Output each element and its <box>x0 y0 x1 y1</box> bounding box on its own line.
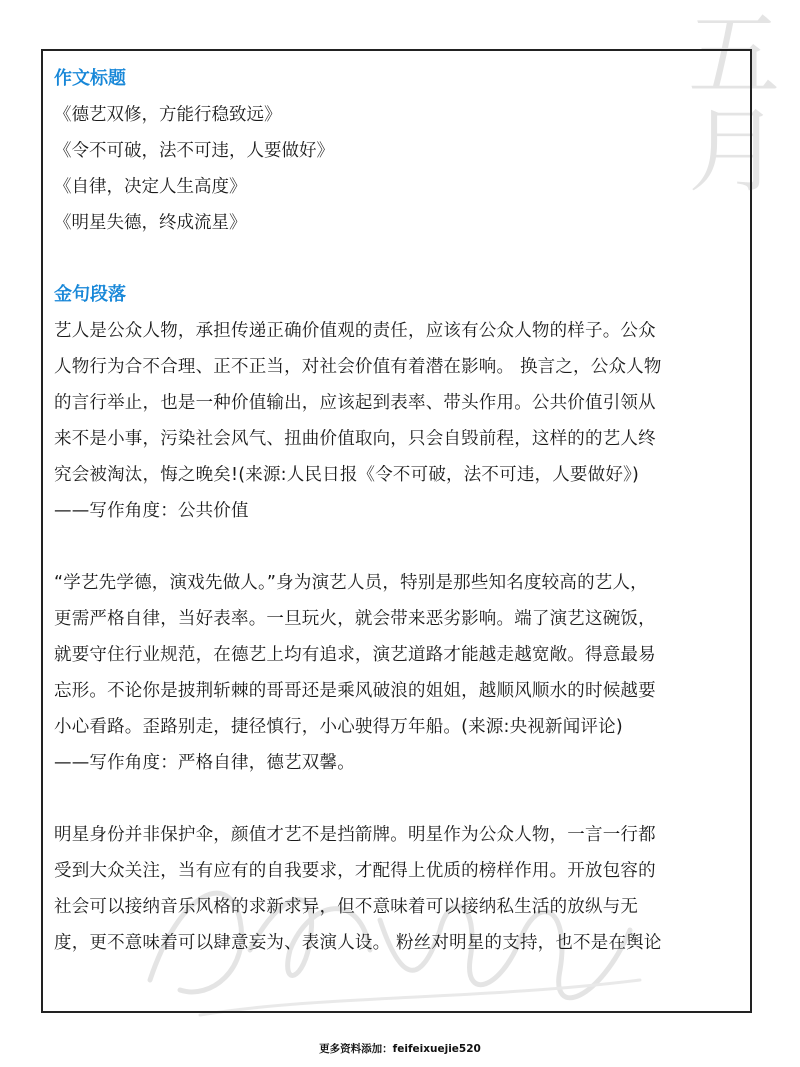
paragraph-line: 度，更不意味着可以肆意妄为、表演人设。 粉丝对明星的支持，也不是在舆论 <box>54 933 662 953</box>
writing-angle: ——写作角度：公共价值 <box>54 501 249 521</box>
writing-angle: ——写作角度：严格自律，德艺双馨。 <box>54 753 355 773</box>
article-frame <box>41 49 752 1013</box>
month-watermark: 五月 <box>688 2 781 205</box>
essay-title-2: 《令不可破，法不可违，人要做好》 <box>54 141 334 161</box>
paragraph-line: “学艺先学德，演戏先做人。”身为演艺人员，特别是那些知名度较高的艺人， <box>54 573 648 593</box>
quote-paragraph-2 <box>54 565 744 781</box>
paragraph-line: 艺人是公众人物，承担传递正确价值观的责任，应该有公众人物的样子。公众 <box>54 321 656 341</box>
paragraph-line: 小心看路。歪路别走，捷径慎行，小心驶得万年船。(来源:央视新闻评论) <box>54 717 623 737</box>
paragraph-line: 社会可以接纳音乐风格的求新求异，但不意味着可以接纳私生活的放纵与无 <box>54 897 639 917</box>
paragraph-line: 忘形。不论你是披荆斩棘的哥哥还是乘风破浪的姐姐，越顺风顺水的时候越要 <box>54 681 656 701</box>
paragraph-line: 人物行为合不合理、正不正当，对社会价值有着潜在影响。 换言之，公众人物 <box>54 357 662 377</box>
paragraph-line: 受到大众关注，当有应有的自我要求，才配得上优质的榜样作用。开放包容的 <box>54 861 656 881</box>
section-heading-quotes: 金句段落 <box>54 284 126 305</box>
section-heading-titles: 作文标题 <box>54 68 126 89</box>
paragraph-line: 究会被淘汰，悔之晚矣!(来源:人民日报《令不可破，法不可违，人要做好》) <box>54 465 640 485</box>
quote-paragraph-3 <box>54 817 744 961</box>
paragraph-line: 更需严格自律，当好表率。一旦玩火，就会带来恶劣影响。端了演艺这碗饭， <box>54 609 656 629</box>
paragraph-line: 就要守住行业规范，在德艺上均有追求，演艺道路才能越走越宽敞。得意最易 <box>54 645 656 665</box>
paragraph-line: 的言行举止，也是一种价值输出，应该起到表率、带头作用。公共价值引领从 <box>54 393 656 413</box>
paragraph-line: 明星身份并非保护伞，颜值才艺不是挡箭牌。明星作为公众人物，一言一行都 <box>54 825 656 845</box>
article-content <box>54 61 744 961</box>
essay-title-3: 《自律，决定人生高度》 <box>54 177 247 197</box>
footer-contact: 更多资料添加：feifeixuejie520 <box>319 1043 481 1055</box>
paragraph-line: 来不是小事，污染社会风气、扭曲价值取向，只会自毁前程，这样的的艺人终 <box>54 429 656 449</box>
quote-paragraph-1 <box>54 313 744 529</box>
essay-title-4: 《明星失德，终成流星》 <box>54 213 247 233</box>
essay-title-1: 《德艺双修，方能行稳致远》 <box>54 105 282 125</box>
